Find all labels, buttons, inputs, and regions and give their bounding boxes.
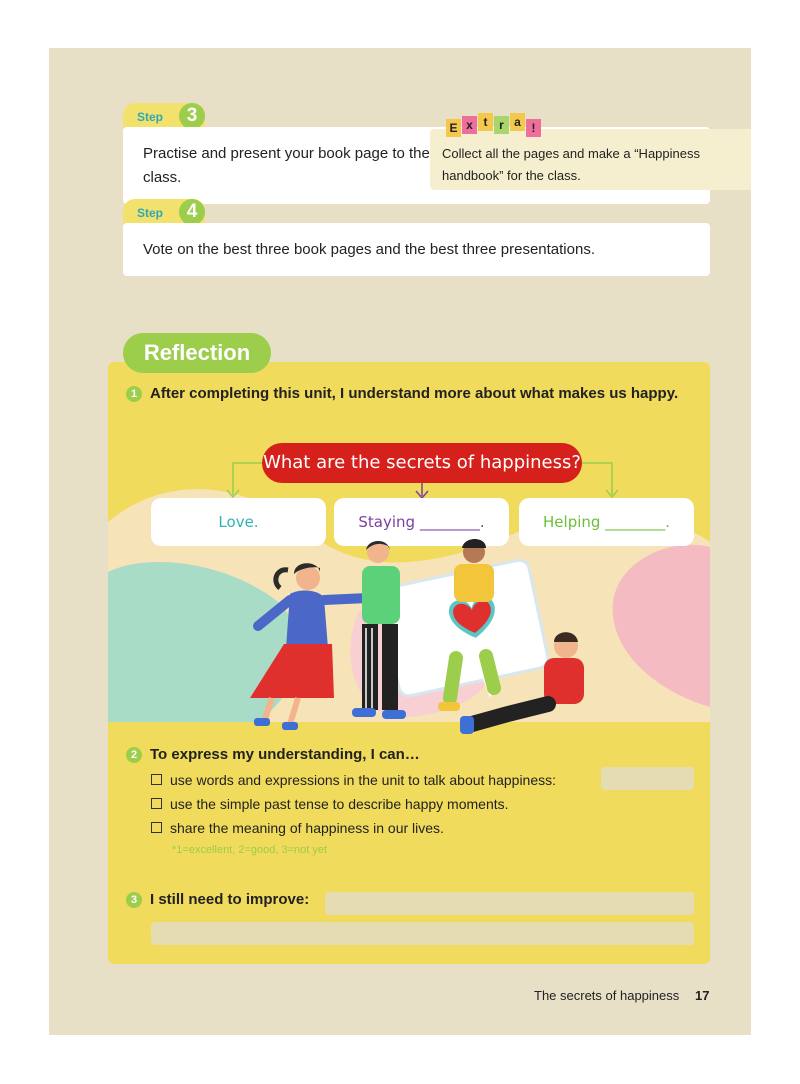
question-number: 2 <box>126 747 142 763</box>
middle-person-figure <box>352 541 406 719</box>
step-number: 3 <box>179 103 205 129</box>
extra-tile: r <box>494 116 509 134</box>
step-3-text: Practise and present your book page to the class. <box>143 145 430 186</box>
checklist-item-text: use words and expressions in the unit to talk about happiness: <box>170 772 557 788</box>
step-3-tab <box>123 103 205 129</box>
question-3-text: I still need to improve: <box>150 891 310 908</box>
checkbox[interactable] <box>151 798 162 809</box>
option-love: Love. <box>151 498 326 546</box>
question-2-text: To express my understanding, I can… <box>150 746 420 763</box>
rating-field[interactable] <box>601 767 694 790</box>
improve-field[interactable] <box>325 892 694 915</box>
checklist-item[interactable] <box>151 796 509 812</box>
page-number: 17 <box>695 988 710 1003</box>
extra-tile: t <box>478 113 493 131</box>
step-number: 4 <box>179 199 205 225</box>
step-4-text: Vote on the best three book pages and the best three presentations. <box>143 241 595 258</box>
extra-tile: ! <box>526 119 541 137</box>
rating-note: *1=excellent, 2=good, 3=not yet <box>172 844 328 856</box>
question-number: 1 <box>126 386 142 402</box>
reflection-heading: Reflection <box>123 333 271 373</box>
extra-text: Collect all the pages and make a “Happiness handbook” for the class. <box>442 146 700 183</box>
secrets-banner: What are the secrets of happiness? <box>262 443 582 483</box>
checklist-item[interactable] <box>151 820 444 836</box>
extra-tile: x <box>462 116 477 134</box>
happy-people-illustration <box>228 538 628 738</box>
extra-tile: a <box>510 113 525 131</box>
extra-tile: E <box>446 119 461 137</box>
step-label: Step <box>137 206 164 220</box>
option-helping: Helping ________. <box>519 498 694 546</box>
girl-figure <box>250 563 368 730</box>
checklist-item[interactable] <box>151 772 556 788</box>
step-4-tab <box>123 199 205 225</box>
checklist-item-text: use the simple past tense to describe happy moments. <box>170 796 509 812</box>
checkbox[interactable] <box>151 822 162 833</box>
question-1-text: After completing this unit, I understand more about what makes us happy. <box>150 385 679 402</box>
option-staying: Staying ________. <box>334 498 509 546</box>
step-label: Step <box>137 110 164 124</box>
checkbox[interactable] <box>151 774 162 785</box>
footer-title: The secrets of happiness <box>534 988 680 1003</box>
improve-field-line-2[interactable] <box>151 922 694 945</box>
question-number: 3 <box>126 892 142 908</box>
checklist-item-text: share the meaning of happiness in our lives. <box>170 820 444 836</box>
